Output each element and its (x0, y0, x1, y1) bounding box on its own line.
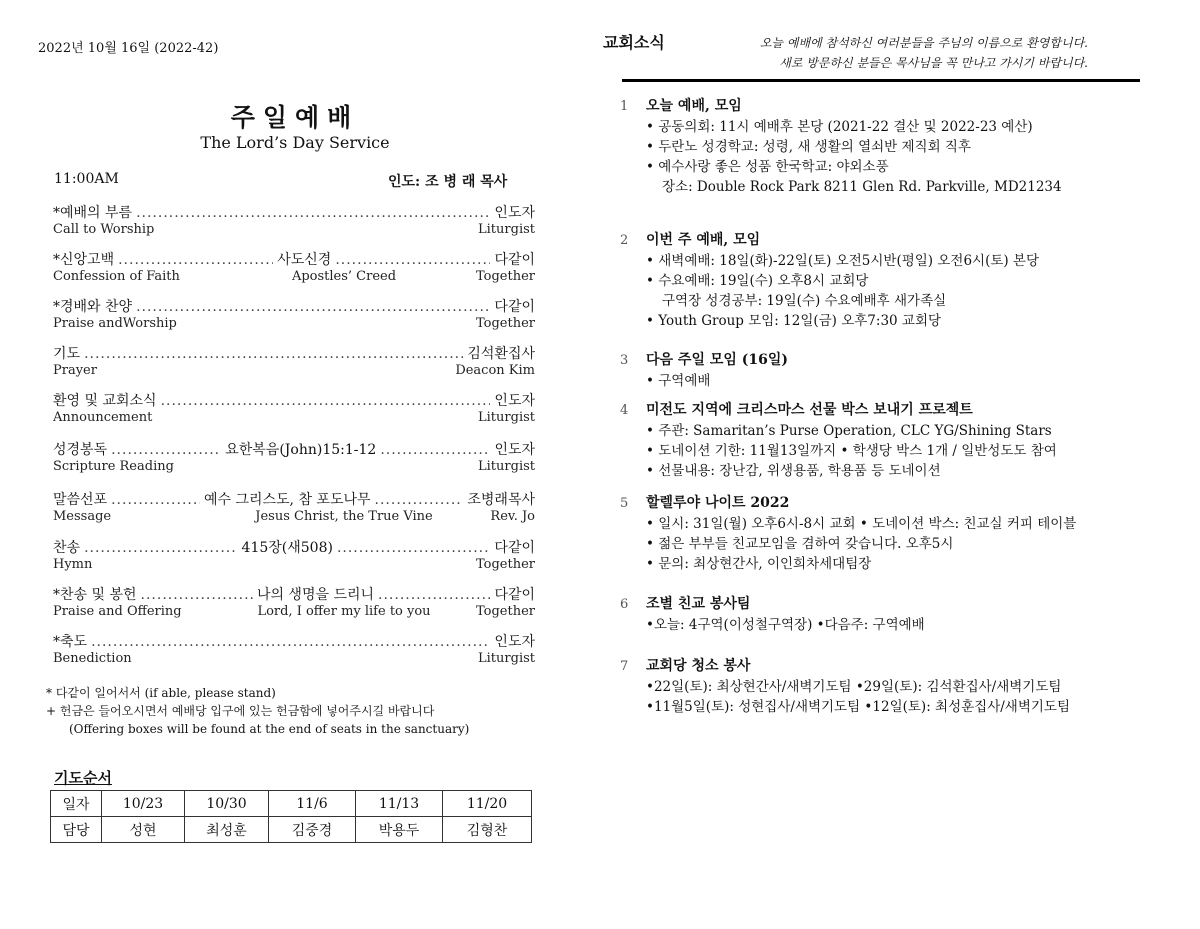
service-item (53, 439, 535, 479)
service-item-person: 김석환집사 (467, 346, 535, 362)
section-line: • 수요예배: 19일(수) 오후8시 교회당 (646, 273, 869, 289)
table-cell: 김형찬 (443, 817, 532, 843)
news-section (620, 493, 1076, 574)
service-item-label: 찬송 (53, 540, 81, 556)
dot-leader (380, 442, 490, 458)
service-item (53, 631, 535, 671)
service-item-korean (53, 584, 535, 604)
section-subline: 장소: Double Rock Park 8211 Glen Rd. Parkville, MD21234 (662, 179, 1062, 195)
service-item-person-en: Together (475, 557, 535, 572)
order-of-service-page (0, 0, 590, 929)
news-section (620, 96, 1062, 197)
section-line: • 구역예배 (646, 373, 711, 389)
service-item-korean (53, 202, 535, 222)
section-line: • 도네이션 기한: 11월13일까지 • 학생당 박스 1개 / 일반성도도 참여 (646, 443, 1057, 459)
service-item-person: 다같이 (494, 299, 535, 315)
news-title: 교회소식 (603, 33, 665, 52)
service-item-label: *신앙고백 (53, 252, 115, 268)
section-number: 3 (620, 353, 629, 368)
service-item-detail: 예수 그리스도, 참 포도나무 (203, 492, 371, 508)
service-item-label-en: Announcement (53, 410, 153, 425)
table-cell: 박용두 (356, 817, 443, 843)
service-notes (46, 684, 469, 738)
service-item-label: 기도 (53, 346, 81, 362)
service-item-person: 다같이 (494, 587, 536, 603)
table-cell: 11/20 (443, 791, 532, 817)
dot-leader (136, 299, 490, 315)
service-item-english (53, 557, 535, 574)
service-item-label-en: Scripture Reading (53, 459, 174, 474)
section-line: •22일(토): 최상현간사/새벽기도팀 •29일(토): 김석환집사/새벽기도팀 (646, 679, 1062, 695)
service-item-person: 인도자 (494, 205, 535, 221)
church-news-page (595, 0, 1200, 929)
service-item-korean (53, 489, 535, 509)
dot-leader (337, 540, 490, 556)
news-section (620, 350, 788, 391)
service-item-korean (53, 296, 535, 316)
service-item-person: 인도자 (494, 393, 535, 409)
service-item-person-en: Liturgist (478, 410, 535, 425)
section-line: • 젊은 부부들 친교모임을 겸하여 갖습니다. 오후5시 (646, 536, 954, 552)
section-heading: 교회당 청소 봉사 (646, 658, 751, 674)
service-title-korean: 주일예배 (230, 103, 360, 132)
service-item-english (53, 222, 535, 239)
service-item-label: 성경봉독 (53, 442, 108, 458)
service-title-english: The Lord’s Day Service (200, 133, 390, 152)
service-item (53, 584, 535, 624)
service-item-person-en: Deacon Kim (455, 363, 535, 378)
section-line: • 공동의회: 11시 예배후 본당 (2021-22 결산 및 2022-23 예산) (646, 119, 1033, 135)
section-line: • 문의: 최상현간사, 이인희차세대팀장 (646, 556, 872, 572)
service-item (53, 343, 535, 383)
section-line: •오늘: 4구역(이성철구역장) •다음주: 구역예배 (646, 617, 925, 633)
service-item-label: *예배의 부름 (53, 205, 133, 221)
service-item-detail: 사도신경 (277, 252, 332, 268)
section-subline: 구역장 성경공부: 19일(수) 수요예배후 새가족실 (662, 293, 947, 309)
service-item-person-en: Liturgist (478, 651, 535, 666)
service-item (53, 249, 535, 289)
news-section (620, 400, 1057, 481)
note-offering: + 헌금은 들어오시면서 예배당 입구에 있는 헌금함에 넣어주시길 바랍니다 (46, 704, 435, 718)
service-item-english (53, 459, 535, 476)
service-item-english (53, 604, 535, 621)
section-number: 4 (620, 403, 629, 418)
service-item-label-en: Praise and Offering (53, 604, 182, 619)
service-item-label-en: Call to Worship (53, 222, 155, 237)
service-leader: 인도: 조 병 래 목사 (388, 174, 508, 190)
dot-leader (111, 492, 200, 508)
dot-leader (91, 634, 490, 650)
dot-leader (141, 587, 253, 603)
service-item-english (53, 363, 535, 380)
service-item (53, 390, 535, 430)
service-item (53, 537, 535, 577)
table-cell: 최성훈 (185, 817, 269, 843)
service-item (53, 296, 535, 336)
service-item-person: 인도자 (494, 442, 536, 458)
service-item-label-en: Prayer (53, 363, 97, 378)
news-section (620, 230, 1039, 331)
service-time: 11:00AM (54, 171, 119, 187)
table-cell: 담당 (51, 817, 102, 843)
service-item-korean (53, 390, 535, 410)
section-line: • 일시: 31일(월) 오후6시-8시 교회 • 도네이션 박스: 친교실 커피 테이블 (646, 516, 1077, 532)
prayer-schedule-table (50, 790, 532, 843)
table-cell: 10/30 (185, 791, 269, 817)
note-stand: * 다같이 일어서서 (if able, please stand) (46, 686, 276, 700)
service-item-label-en: Hymn (53, 557, 93, 572)
service-item-korean (53, 631, 535, 651)
dot-leader (84, 540, 237, 556)
service-item-detail: 415장(새508) (241, 540, 333, 556)
note-offering-english: (Offering boxes will be found at the end of seats in the sanctuary) (69, 722, 470, 736)
dot-leader (375, 492, 464, 508)
service-item-person-en: Together (475, 269, 535, 284)
service-item-person: 조병래목사 (467, 492, 535, 508)
service-item-detail: 나의 생명을 드리니 (256, 587, 375, 603)
section-line: • 새벽예배: 18일(화)-22일(토) 오전5시반(평일) 오전6시(토) 본당 (646, 253, 1040, 269)
service-item-korean (53, 249, 535, 269)
section-heading: 다음 주일 모임 (16일) (646, 352, 789, 368)
dot-leader (84, 346, 463, 362)
service-item-detail-en: Lord, I offer my life to you (257, 604, 431, 619)
table-cell: 성현 (102, 817, 185, 843)
dot-leader (335, 252, 490, 268)
welcome-message (713, 33, 1088, 73)
service-item-english (53, 509, 535, 526)
dot-leader (111, 442, 221, 458)
service-item-english (53, 651, 535, 668)
service-item-person-en: Together (475, 316, 535, 331)
service-item-korean (53, 343, 535, 363)
service-item-korean (53, 439, 535, 459)
service-item-label-en: Praise andWorship (53, 316, 177, 331)
table-cell: 김중경 (269, 817, 356, 843)
dot-leader (118, 252, 273, 268)
service-item-detail-en: Apostles’ Creed (291, 269, 397, 284)
section-heading: 조별 친교 봉사팀 (646, 596, 751, 612)
section-line: •11월5일(토): 성현집사/새벽기도팀 •12일(토): 최성훈집사/새벽기도팀 (646, 699, 1070, 715)
welcome-line-1: 오늘 예배에 참석하신 여러분들을 주님의 이름으로 환영합니다. (759, 36, 1088, 50)
bulletin-date: 2022년 10월 16일 (2022-42) (38, 41, 219, 56)
section-line: • 주관: Samaritan’s Purse Operation, CLC YG/Shining Stars (646, 423, 1052, 439)
table-cell: 11/6 (269, 791, 356, 817)
dot-leader (136, 205, 490, 221)
section-heading: 미전도 지역에 크리스마스 선물 박스 보내기 프로젝트 (646, 402, 973, 418)
news-section (620, 656, 1070, 717)
section-heading: 할렐루야 나이트 2022 (646, 495, 790, 511)
service-item-person-en: Liturgist (478, 222, 535, 237)
service-item (53, 202, 535, 242)
section-number: 7 (620, 659, 629, 674)
section-line: • 두란노 성경학교: 성령, 새 생활의 열쇠반 제직회 직후 (646, 139, 971, 155)
prayer-schedule-title: 기도순서 (54, 769, 112, 787)
service-item-label-en: Benediction (53, 651, 132, 666)
prayer-person-row (51, 817, 532, 843)
section-number: 6 (620, 597, 629, 612)
service-item-label: *찬송 및 봉헌 (53, 587, 137, 603)
service-item-english (53, 410, 535, 427)
service-item-detail-en: Jesus Christ, the True Vine (255, 509, 433, 524)
service-item-label: *축도 (53, 634, 88, 650)
service-item-label-en: Confession of Faith (53, 269, 180, 284)
service-item-person: 다같이 (494, 540, 535, 556)
table-cell: 11/13 (356, 791, 443, 817)
section-line: • 선물내용: 장난감, 위생용품, 학용품 등 도네이션 (646, 463, 941, 479)
service-item-label-en: Message (53, 509, 112, 524)
service-item-person: 다같이 (494, 252, 536, 268)
news-section (620, 594, 925, 635)
service-item-person-en: Together (475, 604, 535, 619)
service-item-detail: 요한복음(John)15:1-12 (225, 442, 377, 458)
section-number: 5 (620, 496, 629, 511)
dot-leader (161, 393, 491, 409)
header-divider (622, 79, 1140, 82)
service-item-person-en: Liturgist (478, 459, 535, 474)
service-item-person: 인도자 (494, 634, 535, 650)
service-item-korean (53, 537, 535, 557)
table-cell: 일자 (51, 791, 102, 817)
service-item-label: *경배와 찬양 (53, 299, 133, 315)
welcome-line-2: 새로 방문하신 분들은 목사님을 꼭 만나고 가시기 바랍니다. (779, 56, 1088, 70)
section-heading: 오늘 예배, 모임 (646, 98, 742, 114)
service-item-person-en: Rev. Jo (490, 509, 535, 524)
section-number: 2 (620, 233, 629, 248)
prayer-date-row (51, 791, 532, 817)
section-number: 1 (620, 99, 629, 114)
service-item-english (53, 269, 535, 286)
service-item-label: 말씀선포 (53, 492, 108, 508)
dot-leader (378, 587, 490, 603)
service-item-label: 환영 및 교회소식 (53, 393, 157, 409)
section-line: • 예수사랑 좋은 성품 한국학교: 야외소풍 (646, 159, 889, 175)
table-cell: 10/23 (102, 791, 185, 817)
service-item (53, 489, 535, 529)
section-line: • Youth Group 모임: 12일(금) 오후7:30 교회당 (646, 313, 942, 329)
service-item-english (53, 316, 535, 333)
section-heading: 이번 주 예배, 모임 (646, 232, 761, 248)
